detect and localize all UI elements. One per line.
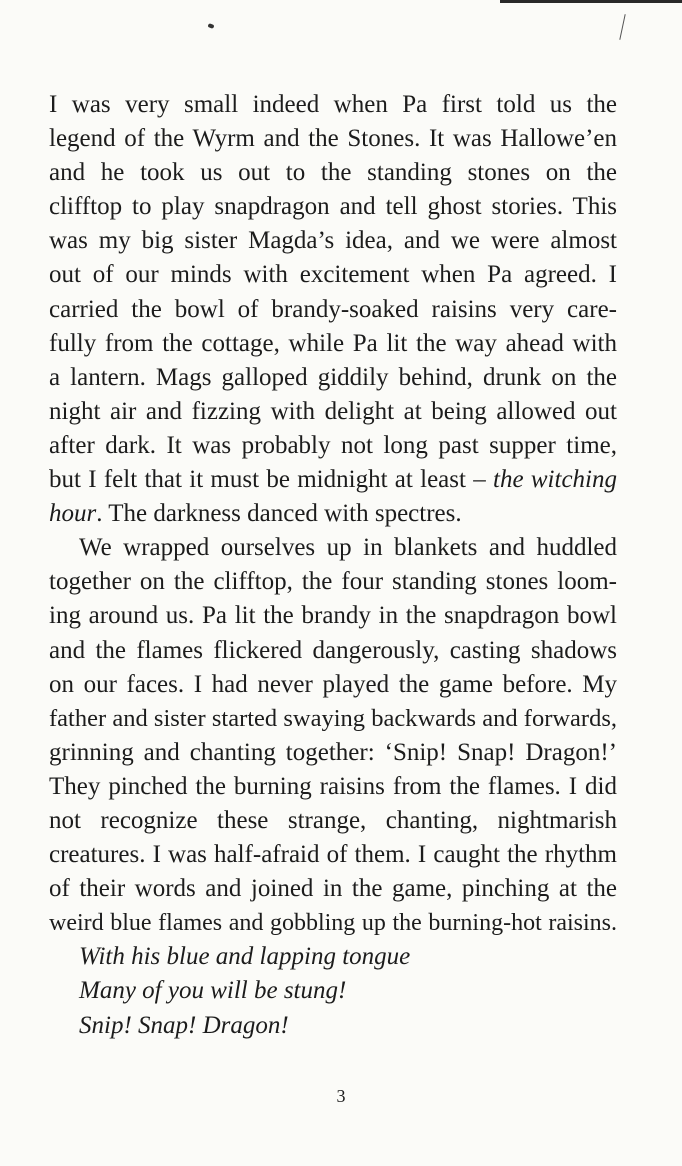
text-line: not recognize these strange, chanting, nightmarish: [49, 806, 617, 834]
page-number: 3: [336, 1086, 346, 1106]
text-plain: but I felt that it must be midnight at least –: [49, 466, 494, 494]
text-line: weird blue flames and gobbling up the burning-hot raisins.: [49, 910, 617, 937]
verse-line: With his blue and lapping tongue: [79, 943, 411, 971]
text-line: I was very small indeed when Pa first told us the: [49, 91, 617, 118]
text-italic: hour: [49, 500, 97, 528]
text-line: fully from the cottage, while Pa lit the way ahead with: [49, 329, 617, 357]
text-line: We wrapped ourselves up in blankets and huddled: [79, 534, 617, 562]
text-line: grinning and chanting together: ‘Snip! Snap! Dragon!’: [49, 738, 617, 766]
scan-speck: [207, 23, 214, 29]
text-line: ing around us. Pa lit the brandy in the snapdragon bowl: [49, 602, 617, 630]
scan-mark: [619, 14, 625, 40]
text-line: father and sister started swaying backwards and forwards,: [49, 704, 617, 732]
text-line: [49, 463, 617, 497]
paragraph-2: [49, 531, 617, 940]
text-line: They pinched the burning raisins from the flames. I did: [49, 772, 617, 800]
text-line: on our faces. I had never played the game before. My: [49, 670, 617, 698]
text-line: and he took us out to the standing stones on the: [49, 159, 617, 187]
text-line: out of our minds with excitement when Pa agreed. I: [49, 261, 617, 289]
body-text: [49, 88, 617, 1043]
verse-line: Snip! Snap! Dragon!: [79, 1011, 289, 1039]
text-line: [49, 497, 617, 531]
text-line: a lantern. Mags galloped giddily behind, drunk on the: [49, 363, 617, 391]
text-plain: . The darkness danced with spectres.: [96, 500, 462, 528]
text-line: and the flames flickered dangerously, casting shadows: [49, 636, 617, 664]
text-line: of their words and joined in the game, pinching at the: [49, 875, 617, 903]
text-italic: the witching: [493, 466, 617, 494]
text-line: after dark. It was probably not long past supper time,: [49, 431, 617, 459]
text-line: was my big sister Magda’s idea, and we were almost: [49, 227, 617, 255]
verse: [49, 940, 617, 1042]
text-line: carried the bowl of brandy-soaked raisins very care-: [49, 295, 617, 323]
text-line: clifftop to play snapdragon and tell ghost stories. This: [49, 193, 617, 221]
verse-line: Many of you will be stung!: [79, 977, 347, 1005]
paragraph-1: [49, 88, 617, 531]
page-edge-shadow: [500, 0, 682, 3]
text-line: together on the clifftop, the four standing stones loom-: [49, 568, 617, 596]
text-line: night air and fizzing with delight at being allowed out: [49, 397, 617, 425]
text-line: legend of the Wyrm and the Stones. It was Hallowe’en: [49, 125, 617, 153]
text-line: creatures. I was half-afraid of them. I caught the rhythm: [49, 841, 617, 869]
